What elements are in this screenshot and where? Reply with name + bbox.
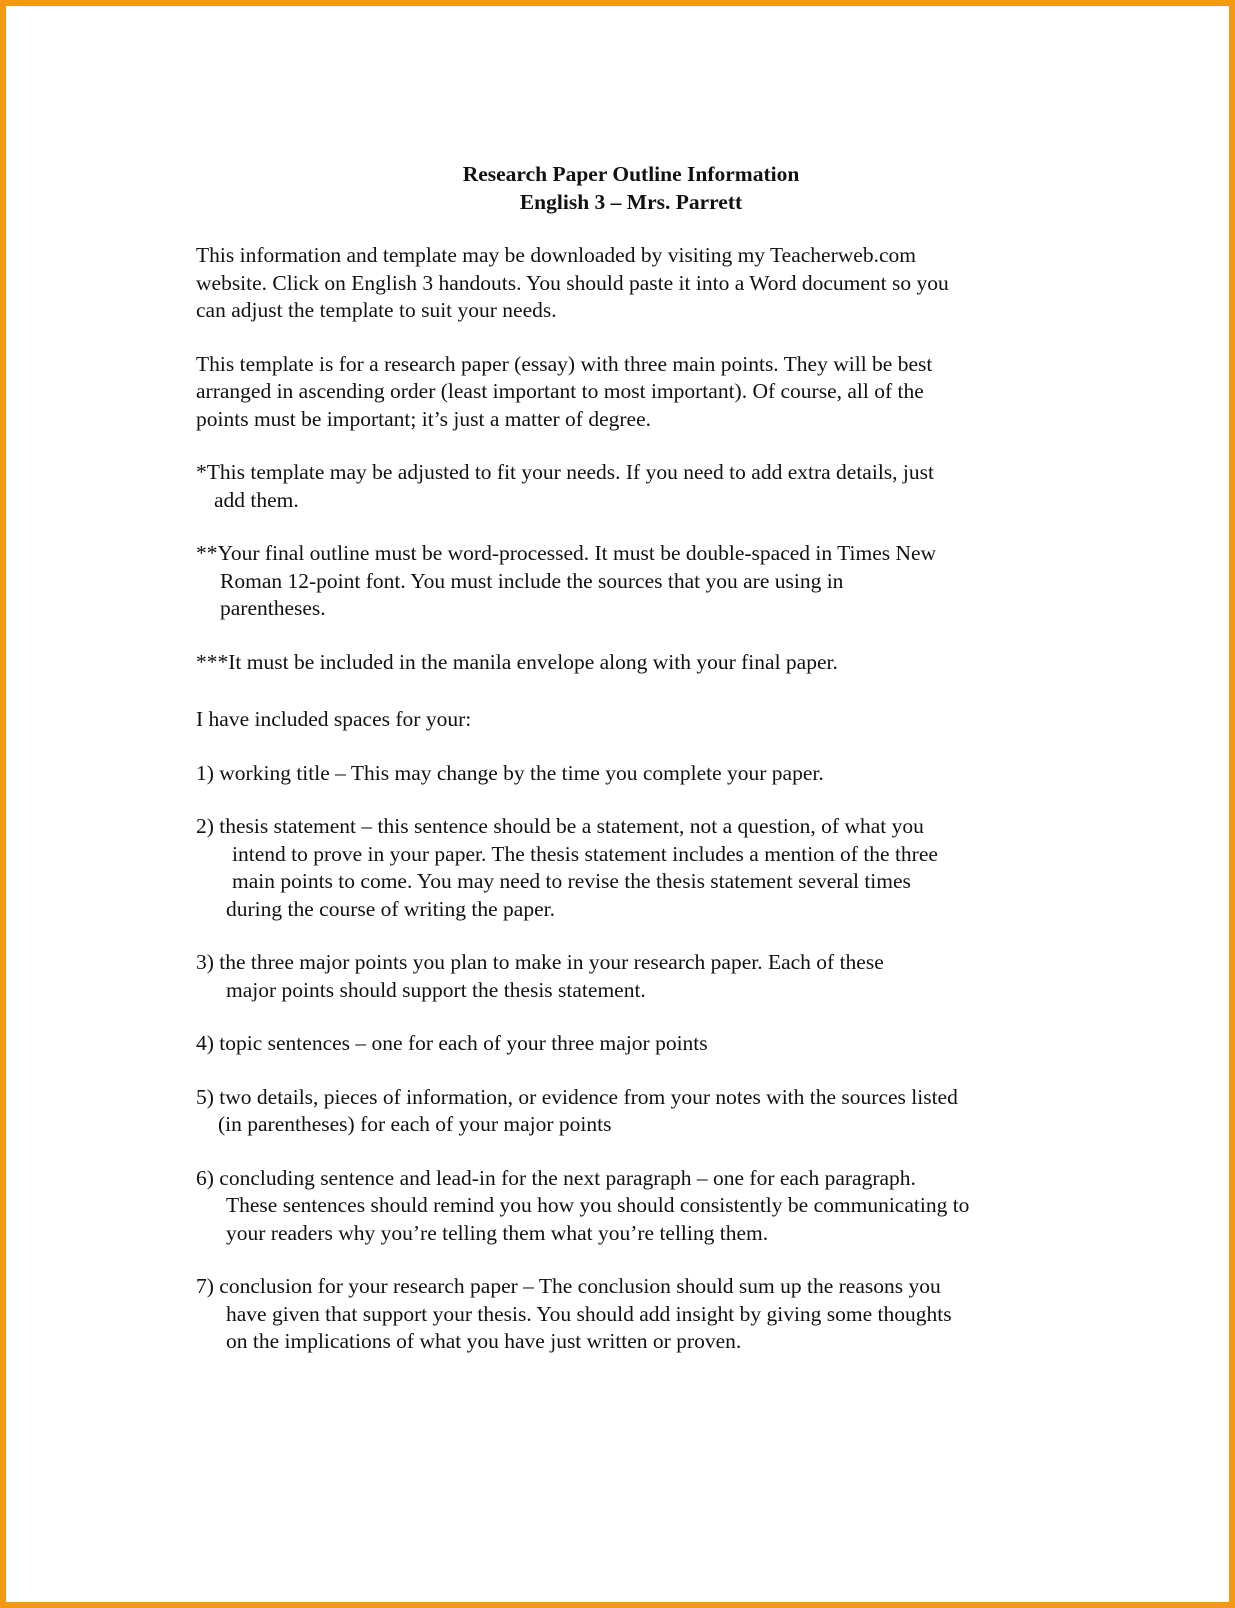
list-item-line: have given that support your thesis. You should add insight by giving some thoughts [226, 1301, 952, 1326]
list-item-line: 1) working title – This may change by the time you complete your paper. [196, 760, 824, 785]
list-item-line: intend to prove in your paper. The thesis statement includes a mention of the three [232, 841, 938, 866]
document-subtitle: English 3 – Mrs. Parrett [519, 190, 743, 214]
note-line: *This template may be adjusted to fit your needs. If you need to add extra details, just [196, 460, 934, 484]
list-item-7 [196, 1273, 1076, 1356]
template-note-line: points must be important; it’s just a matter of degree. [196, 406, 651, 431]
list-item-4 [196, 1030, 1076, 1058]
template-note-line: arranged in ascending order (least important to most important). Of course, all of the [196, 379, 924, 403]
note-line: ***It must be included in the manila envelope along with your final paper. [196, 649, 838, 674]
intro-line: This information and template may be downloaded by visiting my Teacherweb.com [196, 243, 916, 267]
list-item-2 [196, 813, 1076, 923]
list-item-3 [196, 949, 1076, 1004]
list-item-line: major points should support the thesis statement. [226, 977, 646, 1002]
note-line: parentheses. [220, 596, 326, 620]
list-item-5 [196, 1084, 1076, 1139]
list-item-line: 6) concluding sentence and lead-in for the next paragraph – one for each paragraph. [196, 1165, 916, 1190]
list-item-line: 3) the three major points you plan to make in your research paper. Each of these [196, 950, 884, 974]
list-item-line: your readers why you’re telling them what you’re telling them. [226, 1220, 769, 1245]
list-item-line: 2) thesis statement – this sentence should be a statement, not a question, of what you [196, 814, 924, 838]
note-line: **Your final outline must be word-processed. It must be double-spaced in Times New [196, 541, 937, 565]
list-item-1 [196, 760, 1076, 788]
note-format [196, 540, 1076, 623]
note-line: add them. [214, 487, 299, 512]
list-item-line: (in parentheses) for each of your major points [218, 1112, 612, 1136]
document-header [186, 160, 1076, 216]
note-line: Roman 12-point font. You must include the sources that you are using in [220, 568, 844, 593]
list-item-line: These sentences should remind you how you should consistently be communicating to [226, 1193, 970, 1217]
template-note-line: This template is for a research paper (essay) with three main points. They will be best [196, 351, 933, 376]
note-envelope [196, 649, 1076, 677]
list-item-line: on the implications of what you have just written or proven. [226, 1329, 742, 1353]
intro-paragraph [196, 242, 1076, 325]
list-item-line: 4) topic sentences – one for each of your three major points [196, 1031, 708, 1055]
intro-line: can adjust the template to suit your needs. [196, 298, 557, 322]
template-note-paragraph [196, 351, 1076, 434]
list-item-6 [196, 1165, 1076, 1248]
document-body [196, 160, 1076, 1356]
intro-line: website. Click on English 3 handouts. You should paste it into a Word document so you [196, 270, 949, 295]
list-item-line: 7) conclusion for your research paper – The conclusion should sum up the reasons you [196, 1274, 941, 1298]
list-item-line: during the course of writing the paper. [226, 896, 555, 921]
note-adjust [196, 459, 1076, 514]
list-intro: I have included spaces for your: [196, 707, 472, 731]
list-item-line: 5) two details, pieces of information, or evidence from your notes with the sources listed [196, 1084, 958, 1109]
list-item-line: main points to come. You may need to revise the thesis statement several times [232, 869, 911, 893]
document-title: Research Paper Outline Information [462, 162, 800, 186]
